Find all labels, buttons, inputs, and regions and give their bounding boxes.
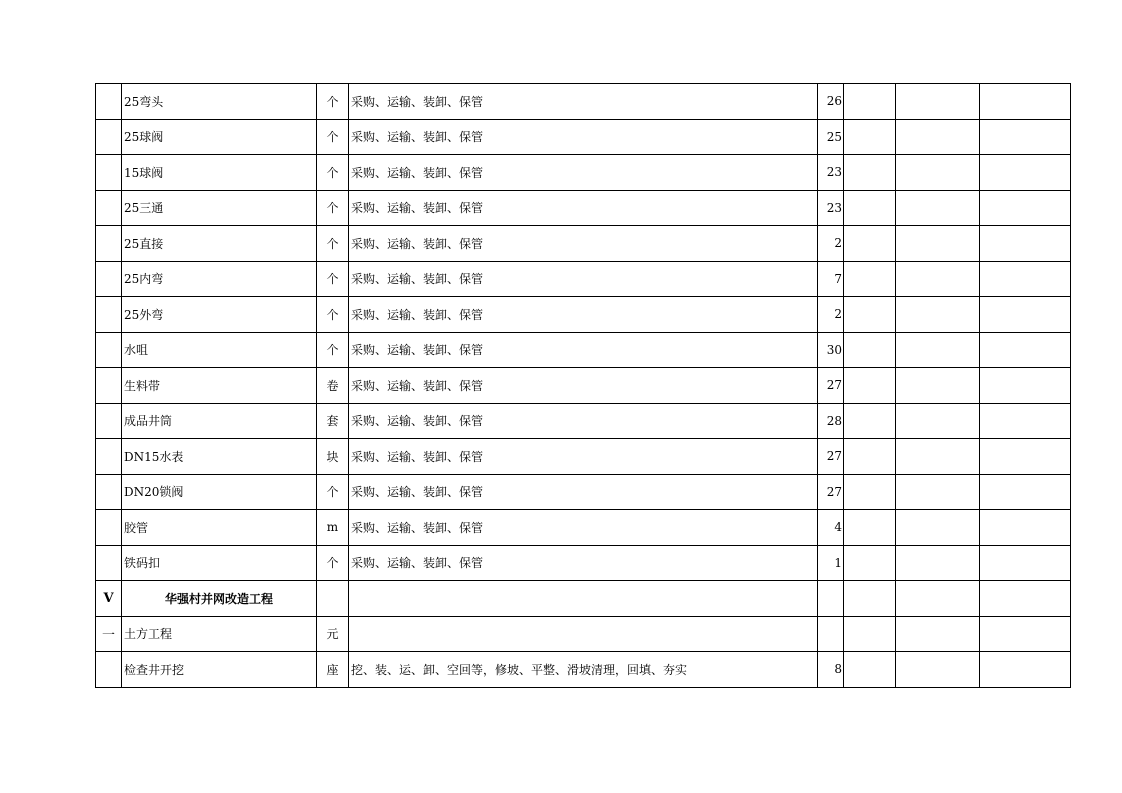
item-unit: 个 bbox=[317, 119, 349, 155]
empty-cell bbox=[896, 332, 980, 368]
item-description: 采购、运输、装卸、保管 bbox=[349, 155, 818, 191]
row-index bbox=[96, 332, 122, 368]
row-index bbox=[96, 261, 122, 297]
item-unit: 个 bbox=[317, 332, 349, 368]
empty-cell bbox=[844, 84, 896, 120]
item-name: 生料带 bbox=[122, 368, 317, 404]
empty-cell bbox=[844, 155, 896, 191]
item-description: 采购、运输、装卸、保管 bbox=[349, 261, 818, 297]
item-unit: 个 bbox=[317, 190, 349, 226]
item-unit: 卷 bbox=[317, 368, 349, 404]
row-index bbox=[96, 119, 122, 155]
row-index bbox=[96, 652, 122, 688]
item-unit: 个 bbox=[317, 297, 349, 333]
section-empty-cell bbox=[980, 581, 1071, 617]
empty-cell bbox=[980, 403, 1071, 439]
empty-cell bbox=[844, 652, 896, 688]
table-row bbox=[96, 155, 1071, 191]
item-name: 铁码扣 bbox=[122, 545, 317, 581]
empty-cell bbox=[896, 155, 980, 191]
row-index bbox=[96, 403, 122, 439]
item-description: 采购、运输、装卸、保管 bbox=[349, 297, 818, 333]
empty-cell bbox=[980, 652, 1071, 688]
item-quantity: 7 bbox=[818, 261, 844, 297]
empty-cell bbox=[980, 474, 1071, 510]
empty-cell bbox=[844, 297, 896, 333]
item-name: 25内弯 bbox=[122, 261, 317, 297]
empty-cell bbox=[896, 84, 980, 120]
empty-cell bbox=[980, 190, 1071, 226]
empty-cell bbox=[896, 545, 980, 581]
table-row bbox=[96, 510, 1071, 546]
item-description: 采购、运输、装卸、保管 bbox=[349, 439, 818, 475]
table-row bbox=[96, 368, 1071, 404]
item-quantity: 27 bbox=[818, 474, 844, 510]
empty-cell bbox=[844, 226, 896, 262]
subsection-qty-cell bbox=[818, 616, 844, 652]
table-row bbox=[96, 474, 1071, 510]
item-unit: 座 bbox=[317, 652, 349, 688]
empty-cell bbox=[980, 155, 1071, 191]
empty-cell bbox=[980, 439, 1071, 475]
table-row bbox=[96, 119, 1071, 155]
item-unit: 套 bbox=[317, 403, 349, 439]
item-description: 挖、装、运、卸、空回等，修坡、平整、滑坡清理，回填、夯实 bbox=[349, 652, 818, 688]
empty-cell bbox=[896, 119, 980, 155]
row-index bbox=[96, 439, 122, 475]
row-index bbox=[96, 84, 122, 120]
item-quantity: 25 bbox=[818, 119, 844, 155]
item-quantity: 8 bbox=[818, 652, 844, 688]
subsection-row bbox=[96, 616, 1071, 652]
item-name: 25三通 bbox=[122, 190, 317, 226]
empty-cell bbox=[896, 297, 980, 333]
item-quantity: 27 bbox=[818, 439, 844, 475]
empty-cell bbox=[844, 368, 896, 404]
subsection-empty-cell bbox=[980, 616, 1071, 652]
table-row bbox=[96, 652, 1071, 688]
row-index bbox=[96, 474, 122, 510]
item-description: 采购、运输、装卸、保管 bbox=[349, 368, 818, 404]
table-row bbox=[96, 226, 1071, 262]
empty-cell bbox=[896, 261, 980, 297]
empty-cell bbox=[980, 226, 1071, 262]
item-quantity: 23 bbox=[818, 190, 844, 226]
empty-cell bbox=[844, 474, 896, 510]
item-name: 25弯头 bbox=[122, 84, 317, 120]
subsection-index: 一 bbox=[96, 616, 122, 652]
table-row bbox=[96, 332, 1071, 368]
item-unit: 个 bbox=[317, 545, 349, 581]
item-description: 采购、运输、装卸、保管 bbox=[349, 119, 818, 155]
item-name: 水咀 bbox=[122, 332, 317, 368]
item-unit: m bbox=[317, 510, 349, 546]
item-name: DN20锁阀 bbox=[122, 474, 317, 510]
empty-cell bbox=[844, 332, 896, 368]
item-name: 15球阀 bbox=[122, 155, 317, 191]
item-description: 采购、运输、装卸、保管 bbox=[349, 226, 818, 262]
item-unit: 个 bbox=[317, 474, 349, 510]
row-index bbox=[96, 155, 122, 191]
bill-of-quantities-table bbox=[95, 83, 1071, 688]
item-quantity: 30 bbox=[818, 332, 844, 368]
empty-cell bbox=[896, 439, 980, 475]
section-unit-cell bbox=[317, 581, 349, 617]
item-quantity: 27 bbox=[818, 368, 844, 404]
item-description: 采购、运输、装卸、保管 bbox=[349, 190, 818, 226]
item-name: 25外弯 bbox=[122, 297, 317, 333]
empty-cell bbox=[896, 226, 980, 262]
section-title: 华强村并网改造工程 bbox=[122, 581, 317, 617]
item-name: DN15水表 bbox=[122, 439, 317, 475]
item-description: 采购、运输、装卸、保管 bbox=[349, 474, 818, 510]
item-quantity: 1 bbox=[818, 545, 844, 581]
item-unit: 个 bbox=[317, 84, 349, 120]
empty-cell bbox=[980, 332, 1071, 368]
item-unit: 个 bbox=[317, 155, 349, 191]
subsection-unit: 元 bbox=[317, 616, 349, 652]
table-row bbox=[96, 190, 1071, 226]
empty-cell bbox=[980, 368, 1071, 404]
section-row bbox=[96, 581, 1071, 617]
empty-cell bbox=[844, 261, 896, 297]
subsection-empty-cell bbox=[844, 616, 896, 652]
empty-cell bbox=[844, 403, 896, 439]
empty-cell bbox=[896, 652, 980, 688]
item-name: 检查井开挖 bbox=[122, 652, 317, 688]
item-name: 25直接 bbox=[122, 226, 317, 262]
table-row bbox=[96, 261, 1071, 297]
table-row bbox=[96, 545, 1071, 581]
row-index bbox=[96, 190, 122, 226]
item-quantity: 2 bbox=[818, 226, 844, 262]
empty-cell bbox=[980, 261, 1071, 297]
section-index: V bbox=[96, 581, 122, 617]
empty-cell bbox=[896, 190, 980, 226]
item-unit: 个 bbox=[317, 226, 349, 262]
row-index bbox=[96, 545, 122, 581]
item-description: 采购、运输、装卸、保管 bbox=[349, 510, 818, 546]
item-quantity: 23 bbox=[818, 155, 844, 191]
section-empty-cell bbox=[896, 581, 980, 617]
empty-cell bbox=[844, 439, 896, 475]
empty-cell bbox=[844, 190, 896, 226]
empty-cell bbox=[896, 474, 980, 510]
empty-cell bbox=[980, 84, 1071, 120]
empty-cell bbox=[896, 403, 980, 439]
item-description: 采购、运输、装卸、保管 bbox=[349, 84, 818, 120]
empty-cell bbox=[980, 297, 1071, 333]
subsection-empty-cell bbox=[896, 616, 980, 652]
empty-cell bbox=[980, 510, 1071, 546]
item-unit: 个 bbox=[317, 261, 349, 297]
item-unit: 块 bbox=[317, 439, 349, 475]
table-row bbox=[96, 297, 1071, 333]
empty-cell bbox=[980, 545, 1071, 581]
item-quantity: 4 bbox=[818, 510, 844, 546]
empty-cell bbox=[844, 119, 896, 155]
item-name: 25球阀 bbox=[122, 119, 317, 155]
section-desc-cell bbox=[349, 581, 818, 617]
row-index bbox=[96, 368, 122, 404]
row-index bbox=[96, 226, 122, 262]
table-body bbox=[96, 84, 1071, 688]
item-name: 成品井筒 bbox=[122, 403, 317, 439]
empty-cell bbox=[844, 510, 896, 546]
section-qty-cell bbox=[818, 581, 844, 617]
item-description: 采购、运输、装卸、保管 bbox=[349, 332, 818, 368]
empty-cell bbox=[844, 545, 896, 581]
subsection-desc-cell bbox=[349, 616, 818, 652]
table-row bbox=[96, 403, 1071, 439]
item-quantity: 28 bbox=[818, 403, 844, 439]
item-name: 胶管 bbox=[122, 510, 317, 546]
row-index bbox=[96, 510, 122, 546]
item-description: 采购、运输、装卸、保管 bbox=[349, 545, 818, 581]
item-quantity: 26 bbox=[818, 84, 844, 120]
item-description: 采购、运输、装卸、保管 bbox=[349, 403, 818, 439]
item-quantity: 2 bbox=[818, 297, 844, 333]
empty-cell bbox=[896, 510, 980, 546]
table-row bbox=[96, 439, 1071, 475]
subsection-name: 土方工程 bbox=[122, 616, 317, 652]
section-empty-cell bbox=[844, 581, 896, 617]
row-index bbox=[96, 297, 122, 333]
table-row bbox=[96, 84, 1071, 120]
empty-cell bbox=[980, 119, 1071, 155]
empty-cell bbox=[896, 368, 980, 404]
